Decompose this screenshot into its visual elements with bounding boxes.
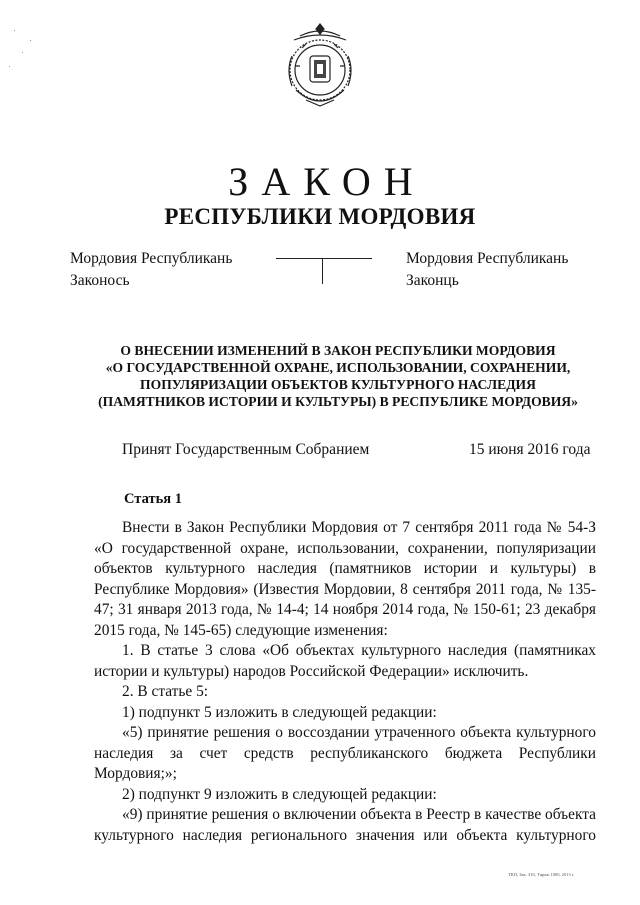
- left-caption-line: Законось: [70, 272, 130, 289]
- body-line: 1. В статье 3 слова «Об объектах культурного наследия (памятниках: [122, 642, 596, 659]
- scan-speck: [14, 30, 15, 31]
- right-caption-line: Законць: [406, 272, 459, 289]
- body-line: культурного наследия регионального значения или объекта культурного: [94, 826, 596, 844]
- body-line: Мордовия;»;: [94, 765, 177, 782]
- mordovia-coat-of-arms-icon: [282, 20, 358, 110]
- scan-speck: [30, 40, 31, 41]
- body-line: Республике Мордовия» (Известия Мордовии, 8 сентября 2011 года, № 135-: [94, 580, 596, 598]
- print-mark: ТКП, Зак. 310, Тираж 1000, 2013 г.: [508, 872, 575, 877]
- body-line: «О государственной охране, использовании, сохранении, популяризации: [94, 539, 596, 557]
- body-line: Внести в Закон Республики Мордовия от 7 сентября 2011 года № 54-З: [122, 519, 596, 536]
- body-line: 2. В статье 5:: [122, 683, 209, 700]
- body-line: 2015 года, № 145-65) следующие изменения:: [94, 621, 388, 639]
- body-line: 47; 31 января 2013 года, № 14-4; 14 ноября 2014 года, № 150-61; 23 декабря: [94, 601, 596, 618]
- body-line: «5) принятие решения о воссоздании утраченного объекта культурного: [122, 724, 596, 741]
- article-title: Статья 1: [124, 491, 182, 507]
- law-heading-line: «О ГОСУДАРСТВЕННОЙ ОХРАНЕ, ИСПОЛЬЗОВАНИИ, СОХРАНЕНИИ,: [105, 360, 571, 375]
- scan-speck: [22, 52, 23, 53]
- law-heading: [88, 342, 588, 410]
- article-body: [94, 518, 596, 846]
- right-caption: [406, 248, 568, 292]
- law-heading-line: ПОПУЛЯРИЗАЦИИ ОБЪЕКТОВ КУЛЬТУРНОГО НАСЛЕДИЯ: [140, 377, 536, 392]
- body-line: наследия за счет средств республиканского бюджета Республики: [94, 744, 596, 762]
- law-heading-line: О ВНЕСЕНИИ ИЗМЕНЕНИЙ В ЗАКОН РЕСПУБЛИКИ МОРДОВИЯ: [120, 343, 556, 358]
- body-line: истории и культуры) народов Российской Федерации» исключить.: [94, 662, 529, 680]
- body-line: объектов культурного наследия (памятников истории и культуры) в: [94, 560, 596, 577]
- registration-line-vertical: [322, 258, 323, 284]
- adoption-text: Принят Государственным Собранием: [122, 441, 370, 458]
- body-line: 1) подпункт 5 изложить в следующей редакции:: [122, 703, 437, 721]
- right-caption-line: Мордовия Республикань: [406, 250, 569, 267]
- scan-speck: [9, 66, 10, 67]
- law-heading-line: (ПАМЯТНИКОВ ИСТОРИИ И КУЛЬТУРЫ) В РЕСПУБЛИКЕ МОРДОВИЯ»: [98, 394, 578, 409]
- left-caption: [70, 248, 232, 292]
- document-subtitle: РЕСПУБЛИКИ МОРДОВИЯ: [164, 204, 476, 229]
- document-title: ЗАКОН: [228, 159, 426, 204]
- adoption-date: 15 июня 2016 года: [469, 441, 591, 458]
- body-line: «9) принятие решения о включении объекта в Реестр в качестве объекта: [122, 806, 596, 823]
- registration-line: [276, 258, 372, 259]
- left-caption-line: Мордовия Республикань: [70, 250, 233, 267]
- body-line: 2) подпункт 9 изложить в следующей редакции:: [122, 785, 437, 803]
